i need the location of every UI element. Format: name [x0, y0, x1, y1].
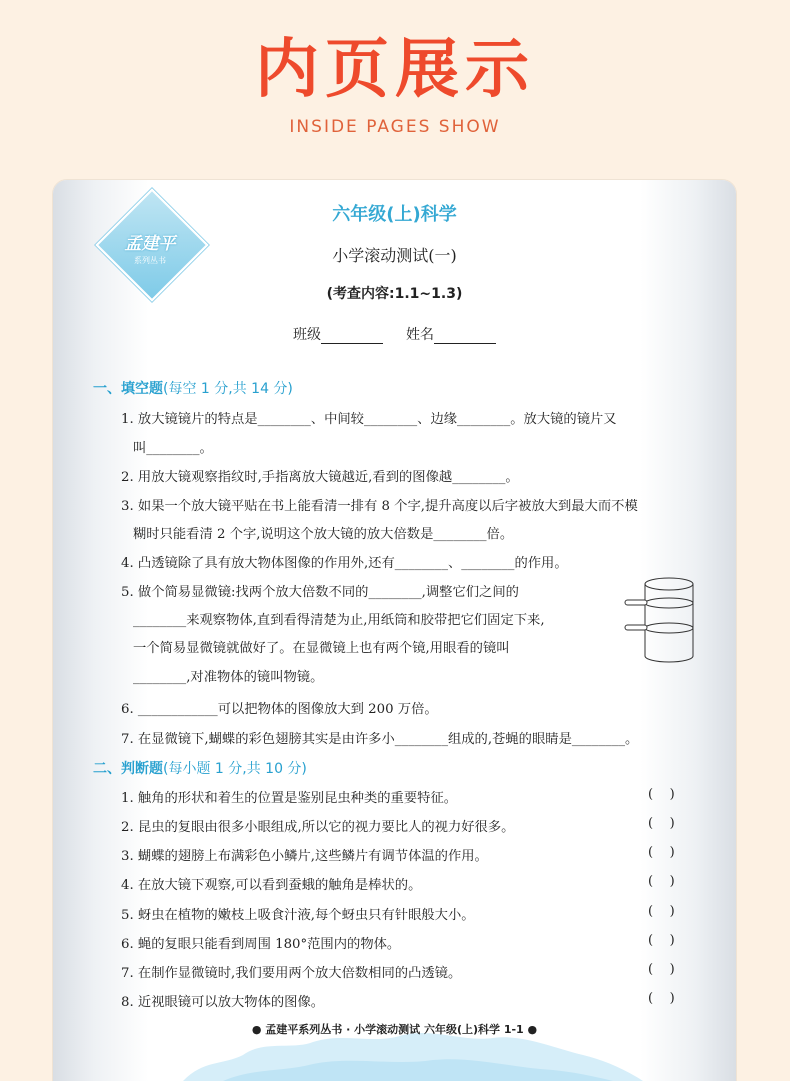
q4-line: 4. 凸透镜除了具有放大物体图像的作用外,还有________、________的作用。 [121, 556, 568, 571]
microscope-tube-figure [619, 576, 699, 666]
q5-line2: ________来观察物体,直到看得清楚为止,用纸筒和胶带把它们固定下来, [133, 613, 545, 628]
q5-line1: 5. 做个简易显微镜:找两个放大倍数不同的________,调整它们之间的 [121, 585, 519, 600]
q2-line: 2. 用放大镜观察指纹时,手指离放大镜越近,看到的图像越________。 [121, 470, 519, 485]
tf-paren-3: ( ) [648, 845, 675, 860]
name-blank [434, 329, 496, 344]
q3-line2: 糊时只能看清 2 个字,说明这个放大镜的放大倍数是________倍。 [133, 527, 514, 542]
section1-note: (每空 1 分,共 14 分) [163, 381, 293, 397]
banner-title: 内页展示 [255, 33, 535, 107]
banner-subtitle: INSIDE PAGES SHOW [289, 117, 501, 137]
document-page [53, 180, 736, 1081]
tf-paren-1: ( ) [648, 787, 675, 802]
class-name-row [53, 324, 736, 344]
doc-subtitle: 小学滚动测试(一) [332, 246, 457, 265]
section1-title: 一、填空题 [93, 381, 163, 397]
doc-title: 六年级(上)科学 [332, 204, 457, 225]
q1-line2: 叫________。 [133, 441, 213, 456]
tf-item-5: 5. 蚜虫在植物的嫩枝上吸食汁液,每个蚜虫只有针眼般大小。 [121, 908, 475, 923]
tf-paren-2: ( ) [648, 816, 675, 831]
tf-item-7: 7. 在制作显微镜时,我们要用两个放大倍数相同的凸透镜。 [121, 966, 462, 981]
section2-head [93, 758, 307, 778]
tf-paren-5: ( ) [648, 904, 675, 919]
class-blank [321, 329, 383, 344]
tf-paren-4: ( ) [648, 874, 675, 889]
q5-line3: 一个简易显微镜就做好了。在显微镜上也有两个镜,用眼看的镜叫 [133, 641, 510, 656]
q6-line: 6. ____________可以把物体的图像放大到 200 万倍。 [121, 702, 438, 717]
tf-item-3: 3. 蝴蝶的翅膀上布满彩色小鳞片,这些鳞片有调节体温的作用。 [121, 849, 488, 864]
doc-scope: (考查内容:1.1~1.3) [326, 286, 463, 302]
logo-small-text: 系列丛书 [134, 256, 166, 265]
q3-line1: 3. 如果一个放大镜平贴在书上能看清一排有 8 个字,提升高度以后字被放大到最大而不模 [121, 499, 638, 514]
section2-note: (每小题 1 分,共 10 分) [163, 761, 307, 777]
name-label: 姓名 [405, 327, 434, 343]
q7-line: 7. 在显微镜下,蝴蝶的彩色翅膀其实是由许多小________组成的,苍蝇的眼睛是________。 [121, 732, 639, 747]
footer-text: ● 孟建平系列丛书 · 小学滚动测试 六年级(上)科学 1-1 ● [251, 1023, 538, 1036]
tf-item-1: 1. 触角的形状和着生的位置是鉴别昆虫种类的重要特征。 [121, 791, 458, 806]
class-label: 班级 [293, 327, 322, 343]
q1-line1: 1. 放大镜镜片的特点是________、中间较________、边缘________。放大镜的镜片又 [121, 412, 617, 427]
tf-paren-8: ( ) [648, 991, 675, 1006]
section1-head [93, 378, 293, 398]
tf-item-4: 4. 在放大镜下观察,可以看到蚕蛾的触角是棒状的。 [121, 878, 422, 893]
tf-item-2: 2. 昆虫的复眼由很多小眼组成,所以它的视力要比人的视力好很多。 [121, 820, 515, 835]
section2-title: 二、判断题 [93, 761, 163, 777]
tf-item-6: 6. 蝇的复眼只能看到周围 180°范围内的物体。 [121, 937, 401, 952]
logo-text: 孟建平 [124, 234, 176, 254]
q5-line4: ________,对准物体的镜叫物镜。 [133, 670, 324, 685]
tf-item-8: 8. 近视眼镜可以放大物体的图像。 [121, 995, 325, 1010]
tf-paren-6: ( ) [648, 933, 675, 948]
tf-paren-7: ( ) [648, 962, 675, 977]
